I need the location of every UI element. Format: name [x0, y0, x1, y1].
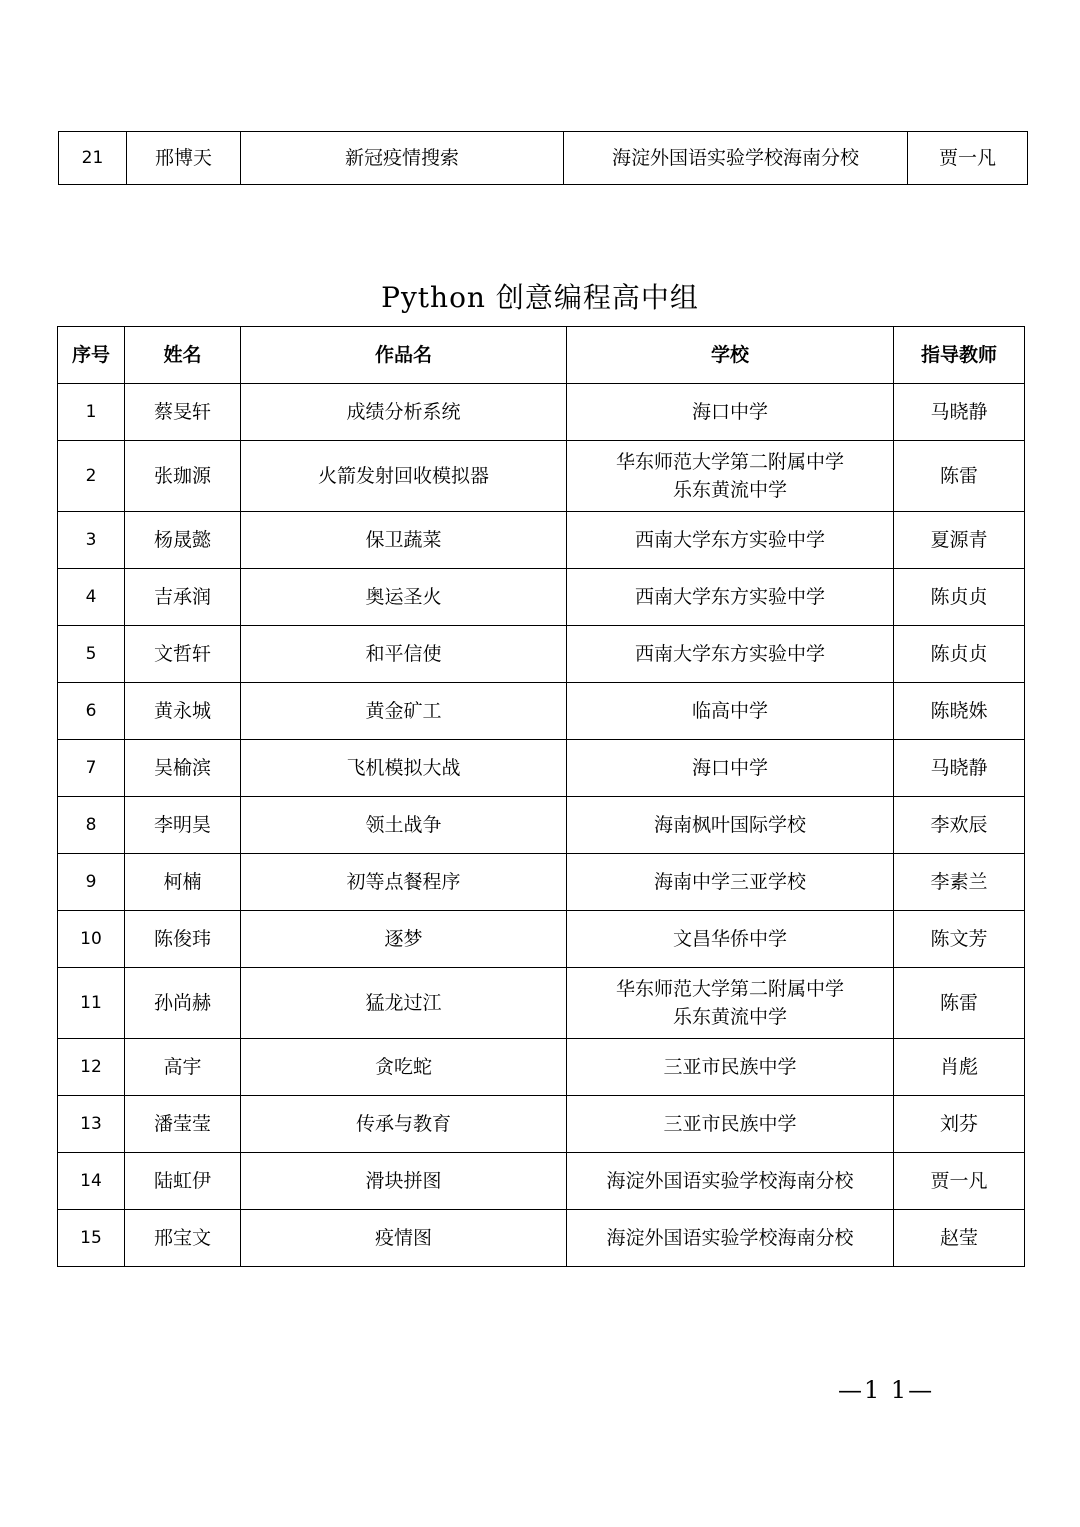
cell-teacher: 陈雷: [894, 441, 1025, 512]
table-row: [58, 968, 1025, 1039]
results-table: [57, 326, 1025, 1267]
cell-school: [567, 569, 894, 626]
section-title: Python 创意编程高中组: [381, 281, 699, 314]
cell-school: [567, 854, 894, 911]
cell-school: [567, 740, 894, 797]
cell-work: 新冠疫情搜索: [241, 132, 564, 185]
cell-name: 张珈源: [125, 441, 241, 512]
table-row: [58, 1210, 1025, 1267]
table-row: [58, 740, 1025, 797]
header-row: [58, 327, 1025, 384]
cell-work: 贪吃蛇: [241, 1039, 567, 1096]
school-line: 文昌华侨中学: [672, 928, 787, 950]
cell-no: 21: [59, 132, 127, 185]
cell-no: 15: [58, 1210, 125, 1267]
cell-name: 蔡旻轩: [125, 384, 241, 441]
cell-name: 文哲轩: [125, 626, 241, 683]
school-line: 海口中学: [691, 757, 768, 779]
cell-school: [567, 797, 894, 854]
cell-name: 黄永城: [125, 683, 241, 740]
cell-no: 11: [58, 968, 125, 1039]
cell-no: 9: [58, 854, 125, 911]
cell-school: [567, 1153, 894, 1210]
cell-work: 传承与教育: [241, 1096, 567, 1153]
cell-no: 5: [58, 626, 125, 683]
cell-school: [567, 384, 894, 441]
header-work: 作品名: [241, 327, 567, 384]
cell-name: 杨晟懿: [125, 512, 241, 569]
cell-work: 疫情图: [241, 1210, 567, 1267]
cell-no: 10: [58, 911, 125, 968]
school-line: 西南大学东方实验中学: [634, 586, 825, 608]
cell-teacher: 贾一凡: [908, 132, 1028, 185]
cell-no: 1: [58, 384, 125, 441]
header-school: 学校: [567, 327, 894, 384]
table-row: [58, 1039, 1025, 1096]
cell-teacher: 李欢辰: [894, 797, 1025, 854]
cell-name: 潘莹莹: [125, 1096, 241, 1153]
previous-table-tail: [58, 131, 1028, 185]
results-body: [58, 384, 1025, 1267]
cell-teacher: 马晓静: [894, 740, 1025, 797]
header-teacher: 指导教师: [894, 327, 1025, 384]
cell-no: 6: [58, 683, 125, 740]
cell-no: 8: [58, 797, 125, 854]
cell-name: 陈俊玮: [125, 911, 241, 968]
cell-no: 3: [58, 512, 125, 569]
cell-teacher: 陈贞贞: [894, 626, 1025, 683]
cell-teacher: 夏源青: [894, 512, 1025, 569]
cell-work: 火箭发射回收模拟器: [241, 441, 567, 512]
cell-work: 保卫蔬菜: [241, 512, 567, 569]
cell-work: 猛龙过江: [241, 968, 567, 1039]
school-line: 西南大学东方实验中学: [634, 529, 825, 551]
cell-no: 2: [58, 441, 125, 512]
table-row: [58, 854, 1025, 911]
cell-work: 初等点餐程序: [241, 854, 567, 911]
cell-teacher: 马晓静: [894, 384, 1025, 441]
school-line: 海淀外国语实验学校海南分校: [606, 1227, 854, 1249]
cell-name: 柯楠: [125, 854, 241, 911]
cell-teacher: 陈文芳: [894, 911, 1025, 968]
school-line: 西南大学东方实验中学: [634, 643, 825, 665]
cell-no: 7: [58, 740, 125, 797]
table-row: [58, 569, 1025, 626]
table-row: [58, 797, 1025, 854]
cell-teacher: 肖彪: [894, 1039, 1025, 1096]
cell-name: 邢宝文: [125, 1210, 241, 1267]
cell-school: [567, 512, 894, 569]
table-row: [58, 384, 1025, 441]
table-row: [58, 1153, 1025, 1210]
cell-name: 陆虹伊: [125, 1153, 241, 1210]
header-name: 姓名: [125, 327, 241, 384]
cell-teacher: 刘芬: [894, 1096, 1025, 1153]
cell-school: [567, 626, 894, 683]
cell-work: 滑块拼图: [241, 1153, 567, 1210]
school-line: 华东师范大学第二附属中学: [615, 978, 844, 1000]
cell-school: [567, 1210, 894, 1267]
cell-school: [567, 1039, 894, 1096]
cell-work: 成绩分析系统: [241, 384, 567, 441]
cell-work: 奥运圣火: [241, 569, 567, 626]
table-row: [58, 1096, 1025, 1153]
cell-name: 高宇: [125, 1039, 241, 1096]
cell-teacher: 赵莹: [894, 1210, 1025, 1267]
page-number: —1 1—: [838, 1376, 935, 1404]
school-line: 乐东黄流中学: [672, 479, 787, 501]
cell-teacher: 贾一凡: [894, 1153, 1025, 1210]
cell-school: [567, 911, 894, 968]
cell-name: 吴榆滨: [125, 740, 241, 797]
cell-name: 邢博天: [127, 132, 241, 185]
cell-school: [567, 683, 894, 740]
table-row: [58, 626, 1025, 683]
cell-teacher: 李素兰: [894, 854, 1025, 911]
cell-work: 逐梦: [241, 911, 567, 968]
school-line: 乐东黄流中学: [672, 1006, 787, 1028]
school-line: 三亚市民族中学: [663, 1056, 797, 1078]
table-row: [58, 512, 1025, 569]
cell-work: 黄金矿工: [241, 683, 567, 740]
school-line: 临高中学: [691, 700, 768, 722]
table-row: [59, 132, 1028, 185]
cell-work: 领土战争: [241, 797, 567, 854]
school-line: 海淀外国语实验学校海南分校: [606, 1170, 854, 1192]
cell-teacher: 陈贞贞: [894, 569, 1025, 626]
table-row: [58, 441, 1025, 512]
cell-school: [564, 132, 908, 185]
school-line: 海口中学: [691, 401, 768, 423]
cell-teacher: 陈晓姝: [894, 683, 1025, 740]
cell-school: [567, 441, 894, 512]
cell-name: 李明昊: [125, 797, 241, 854]
cell-school: [567, 968, 894, 1039]
cell-no: 4: [58, 569, 125, 626]
cell-no: 12: [58, 1039, 125, 1096]
table-row: [58, 911, 1025, 968]
school-line: 海南枫叶国际学校: [653, 814, 806, 836]
table-row: [58, 683, 1025, 740]
header-no: 序号: [58, 327, 125, 384]
school-line: 三亚市民族中学: [663, 1113, 797, 1135]
school-line: 海淀外国语实验学校海南分校: [611, 147, 859, 169]
cell-name: 孙尚赫: [125, 968, 241, 1039]
cell-school: [567, 1096, 894, 1153]
cell-no: 13: [58, 1096, 125, 1153]
cell-no: 14: [58, 1153, 125, 1210]
school-line: 海南中学三亚学校: [653, 871, 806, 893]
cell-work: 飞机模拟大战: [241, 740, 567, 797]
cell-work: 和平信使: [241, 626, 567, 683]
cell-name: 吉承润: [125, 569, 241, 626]
cell-teacher: 陈雷: [894, 968, 1025, 1039]
school-line: 华东师范大学第二附属中学: [615, 451, 844, 473]
